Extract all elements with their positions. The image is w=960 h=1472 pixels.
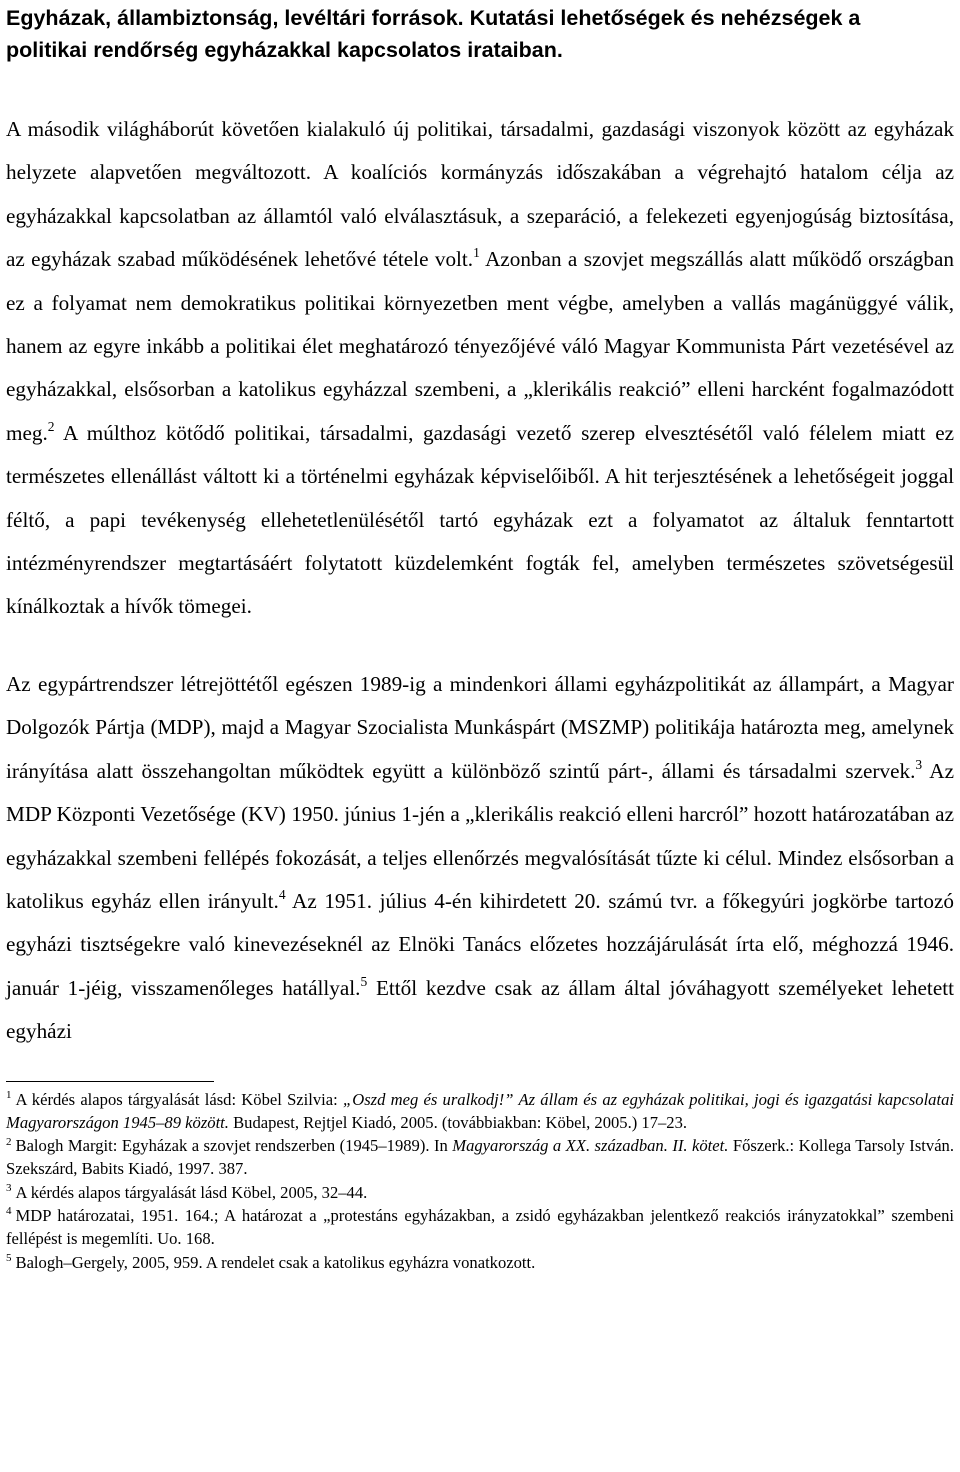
footnote-ref-3[interactable]: 3 — [915, 756, 923, 772]
paragraph-text: A múlthoz kötődő politikai, társadalmi, gazdasági vezető szerep elvesztésétől való félelem miatt ez természetes ellenállást váltott ki a történelmi egyházak képviselőiből. A hit terjesztésének a lehetőségeit joggal féltő, a papi tevékenység ellehetetlenülésétől tartó egyházak ezt a folyamatot az általuk fenntartott intézményrendszer megtartásáért folytatott küzdelemként fogták fel, amelyben természetes szövetségesül kínálkoztak a hívők tömegei. — [6, 420, 954, 619]
footnote-text: Budapest, Rejtjel Kiadó, 2005. (továbbiakban: Köbel, 2005.) 17–23. — [228, 1112, 688, 1132]
footnote-ref-2[interactable]: 2 — [47, 418, 55, 434]
footnote-ref-4[interactable]: 4 — [278, 886, 286, 902]
footnote-1 — [6, 1088, 954, 1135]
footnote-text: Főszerk.: Kollega Tarsoly István. Szekszárd, Babits Kiadó, 1997. 387. — [6, 1136, 954, 1179]
footnote-ref-5[interactable]: 5 — [360, 973, 368, 989]
footnote-3 — [6, 1181, 954, 1204]
footnote-italic-title: „Oszd meg és uralkodj!” Az állam és az egyházak politikai, jogi és igazgatási kapcsolatai Magyarországon 1945–89 között. — [6, 1089, 954, 1132]
footnote-text: A kérdés alapos tárgyalását lásd: Köbel Szilvia: — [15, 1089, 343, 1109]
body-paragraph-2 — [6, 663, 954, 1054]
footnote-number: 2 — [6, 1135, 12, 1148]
footnote-text: A kérdés alapos tárgyalását lásd Köbel, 2005, 32–44. — [15, 1182, 368, 1202]
paragraph-text: Az 1951. július 4-én kihirdetett 20. számú tvr. a főkegyúri jogkörbe tartozó egyházi tisztségekre való kinevezéseknél az Elnöki Tanács előzetes hozzájárulását írta elő, méghozzá 1946. január 1-jéig, visszamenőleges hatállyal. — [6, 888, 954, 1000]
document-page — [6, 0, 954, 1274]
footnote-number: 1 — [6, 1089, 12, 1101]
paragraph-text: Azonban a szovjet megszállás alatt működő országban ez a folyamat nem demokratikus politikai környezetben ment végbe, amelyben a vallás magánüggyé válik, hanem az egyre inkább a politikai élet meghatározó tényezőjévé váló Magyar Kommunista Párt vezetésével az egyházakkal, elsősorban a katolikus egyházzal szembeni, a „klerikális reakció” elleni harcként fogalmazódott meg. — [6, 247, 954, 445]
footnote-4 — [6, 1204, 954, 1251]
footnote-5 — [6, 1251, 954, 1274]
footnote-text: Balogh Margit: Egyházak a szovjet rendszerben (1945–1989). In — [15, 1136, 453, 1156]
footnote-number: 5 — [6, 1252, 12, 1265]
footnote-ref-1[interactable]: 1 — [473, 245, 480, 261]
footnote-number: 3 — [6, 1182, 12, 1195]
footnote-text: Balogh–Gergely, 2005, 959. A rendelet csak a katolikus egyházra vonatkozott. — [15, 1252, 536, 1272]
footnote-text: MDP határozatai, 1951. 164.; A határozat a „protestáns egyházakban, a zsidó egyházakban jelentkező reakciós irányzatokkal” szembeni fellépést is megemlíti. Uo. 168. — [6, 1206, 954, 1249]
document-title — [6, 2, 954, 66]
footnotes — [6, 1088, 954, 1274]
footnote-separator — [6, 1081, 214, 1082]
footnote-italic-title: Magyarország a XX. században. II. kötet. — [452, 1136, 729, 1156]
paragraph-text: Az egypártrendszer létrejöttétől egészen 1989-ig a mindenkori állami egyházpolitikát az állampárt, a Magyar Dolgozók Pártja (MDP), majd a Magyar Szocialista Munkáspárt (MSZMP) politikája határozta meg, amelynek irányítása alatt összehangoltan működtek együtt a különböző szintű párt-, állami és társadalmi szervek. — [6, 671, 954, 783]
body-paragraph-1 — [6, 108, 954, 629]
footnote-number: 4 — [6, 1205, 12, 1218]
title-line-1: Egyházak, állambiztonság, levéltári források. Kutatási lehetőségek és nehézségek a — [6, 6, 861, 30]
paragraph-text: A második világháborút követően kialakuló új politikai, társadalmi, gazdasági viszonyok között az egyházak helyzete alapvetően megváltozott. A koalíciós kormányzás időszakában a végrehajtó hatalom célja az egyházakkal kapcsolatban az államtól való elválasztásuk, a szeparáció, a felekezeti egyenjogúság biztosítása, az egyházak szabad működésének lehetővé tétele volt. — [6, 117, 954, 272]
footnote-2 — [6, 1134, 954, 1181]
paragraph-text: Az MDP Központi Vezetősége (KV) 1950. június 1-jén a „klerikális reakció elleni harcról” hozott határozatában az egyházakkal szembeni fellépés fokozását, a teljes ellenőrzés megvalósítását tűzte ki célul. Mindez elsősorban a katolikus egyház ellen irányult. — [6, 758, 954, 913]
title-line-2: politikai rendőrség egyházakkal kapcsolatos irataiban. — [6, 38, 563, 62]
paragraph-text: Ettől kezdve csak az állam által jóváhagyott személyeket lehetett egyházi — [6, 975, 954, 1044]
